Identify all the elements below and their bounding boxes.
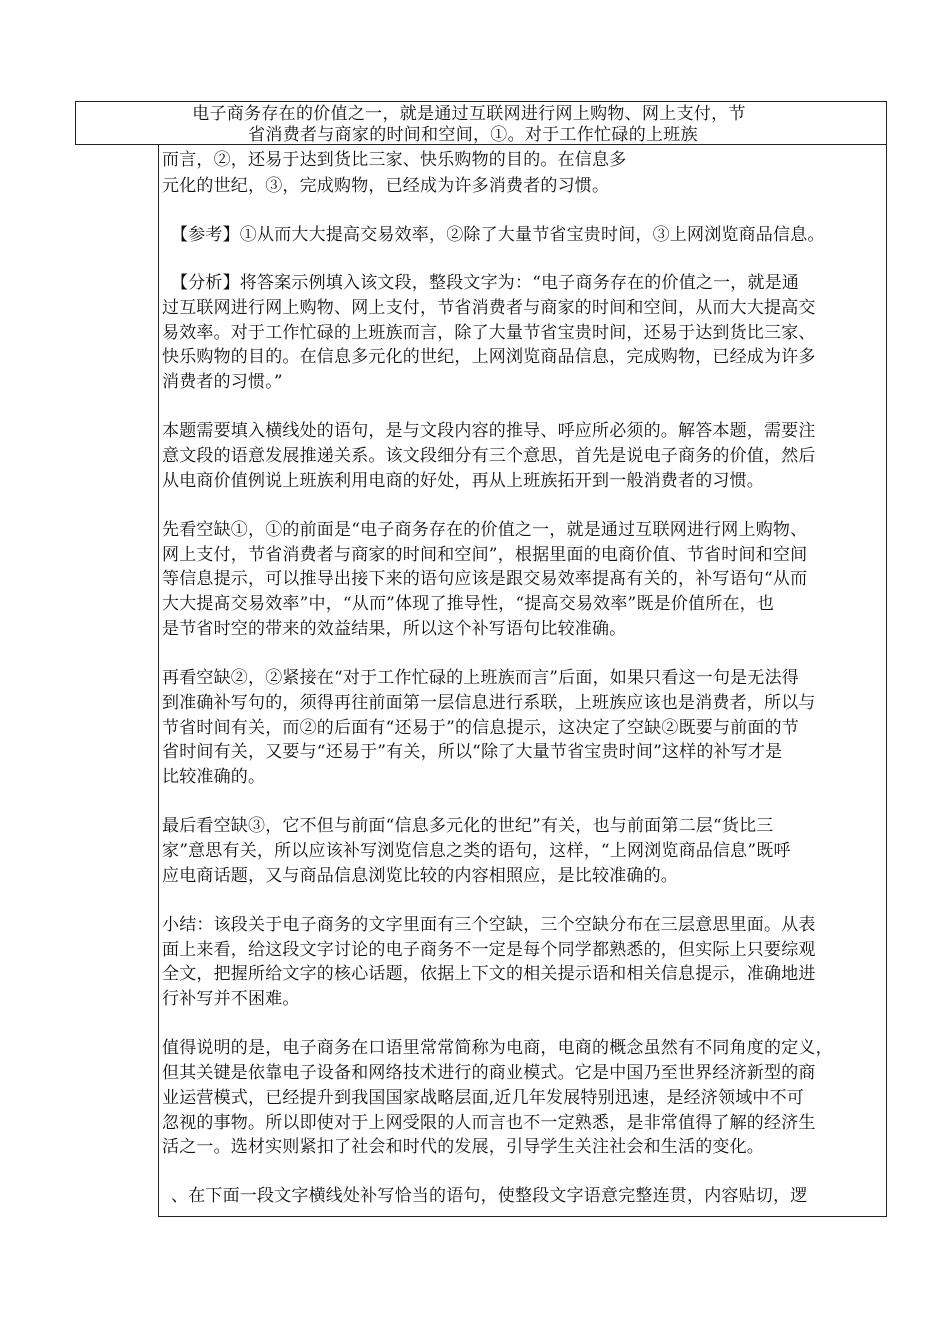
note-line: 活之一。选材实则紧扣了社会和时代的发展，引导学生关注社会和生活的变化。 <box>162 1137 764 1157</box>
blank-2-line: 比较准确的。 <box>162 767 266 787</box>
summary-line: 小结：该段关于电子商务的文字里面有三个空缺，三个空缺分布在三层意思里面。从表 <box>162 915 816 935</box>
analysis-line: 消费者的习惯。” <box>162 372 283 392</box>
note-line: 业运营模式，已经提升到我国国家战略层面,近几年发展特别迅速，是经济领域中不可 <box>162 1088 805 1108</box>
blank-3-line: 最后看空缺③，它不但与前面“信息多元化的世纪”有关，也与前面第二层“货比三 <box>162 816 774 836</box>
analysis-line: 过互联网进行网上购物、网上支付，节省消费者与商家的时间和空间，从而大大提高交 <box>162 298 816 318</box>
note-line: 值得说明的是，电子商务在口语里常常简称为电商，电商的概念虽然有不同角度的定义， <box>162 1038 833 1058</box>
explanation-line: 从电商价值例说上班族利用电商的好处，再从上班族拓开到一般消费者的习惯。 <box>162 471 764 491</box>
question-text-line: 省消费者与商家的时间和空间，①。对于工作忙碌的上班族 <box>248 125 698 145</box>
blank-3-line: 应电商话题，又与商品信息浏览比较的内容相照应，是比较准确的。 <box>162 866 678 886</box>
blank-1-line: 是节省时空的带来的效益结果，所以这个补写语句比较准确。 <box>162 619 627 639</box>
reference-answer: 【参考】①从而大大提高交易效率，②除了大量节省宝贵时间，③上网浏览商品信息。 <box>171 225 825 245</box>
analysis-line: 快乐购物的目的。在信息多元化的世纪，上网浏览商品信息，完成购物，已经成为许多 <box>162 347 816 367</box>
analysis-line: 易效率。对于工作忙碌的上班族而言，除了大量节省宝贵时间，还易于达到货比三家、 <box>162 323 816 343</box>
summary-line: 行补写并不困难。 <box>162 989 300 1009</box>
analysis-line: 【分析】将答案示例填入该文段，整段文字为：“电子商务存在的价值之一，就是通 <box>171 273 800 293</box>
blank-2-line: 到准确补写句的，须得再往前面第一层信息进行系联，上班族应该也是消费者，所以与 <box>162 693 816 713</box>
blank-1-line: 先看空缺①，①的前面是“电子商务存在的价值之一，就是通过互联网进行网上购物、 <box>162 520 808 540</box>
note-line: 但其关键是依靠电子设备和网络技术进行的商业模式。它是中国乃至世界经济新型的商 <box>162 1063 816 1083</box>
blank-3-line: 家”意思有关，所以应该补写浏览信息之类的语句，这样，“上网浏览商品信息”既呼 <box>162 841 791 861</box>
question-text-line: 电子商务存在的价值之一，就是通过互联网进行网上购物、网上支付，节 <box>192 104 746 124</box>
question-continuation-line: 而言，②，还易于达到货比三家、快乐购物的目的。在信息多 <box>162 150 627 170</box>
blank-2-line: 再看空缺②，②紧接在“对于工作忙碌的上班族而言”后面，如果只看这一句是无法得 <box>162 668 799 688</box>
answer-analysis-cell <box>158 144 887 1217</box>
blank-1-line: 等信息提示，可以推导出接下来的语句应该是跟交易效率提髙有关的，补写语句“从而 <box>162 569 808 589</box>
summary-line: 全文，把握所给文字的核心话题，依据上下文的相关提示语和相关信息提示，准确地进 <box>162 964 816 984</box>
next-question-line: 、在下面一段文字横线处补写恰当的语句，使整段文字语意完整连贯，内容贴切，逻 <box>171 1186 808 1206</box>
summary-line: 面上来看，给这段文字讨论的电子商务不一定是每个同学都熟悉的，但实际上只要综观 <box>162 940 816 960</box>
blank-1-line: 大大提髙交易效率”中，“从而”体现了推导性，“提高交易效率”既是价值所在，也 <box>162 594 775 614</box>
explanation-line: 意文段的语意发展推递关系。该文段细分有三个意思，首先是说电子商务的价值，然后 <box>162 446 816 466</box>
question-continuation-line: 元化的世纪，③，完成购物，已经成为许多消费者的习惯。 <box>162 176 610 196</box>
question-header-cell <box>75 101 887 145</box>
blank-2-line: 节省时间有关，而②的后面有“还易于”的信息提示，这决定了空缺②既要与前面的节 <box>162 718 799 738</box>
blank-1-line: 网上支付，节省消费者与商家的时间和空间”，根据里面的电商价值、节省时间和空间 <box>162 545 808 565</box>
note-line: 忽视的事物。所以即使对于上网受限的人而言也不一定熟悉，是非常值得了解的经济生 <box>162 1113 816 1133</box>
explanation-line: 本题需要填入横线处的语句，是与文段内容的推导、呼应所必须的。解答本题，需要注 <box>162 421 816 441</box>
blank-2-line: 省时间有关，又要与“还易于”有关，所以“除了大量节省宝贵时间”这样的补写才是 <box>162 742 783 762</box>
